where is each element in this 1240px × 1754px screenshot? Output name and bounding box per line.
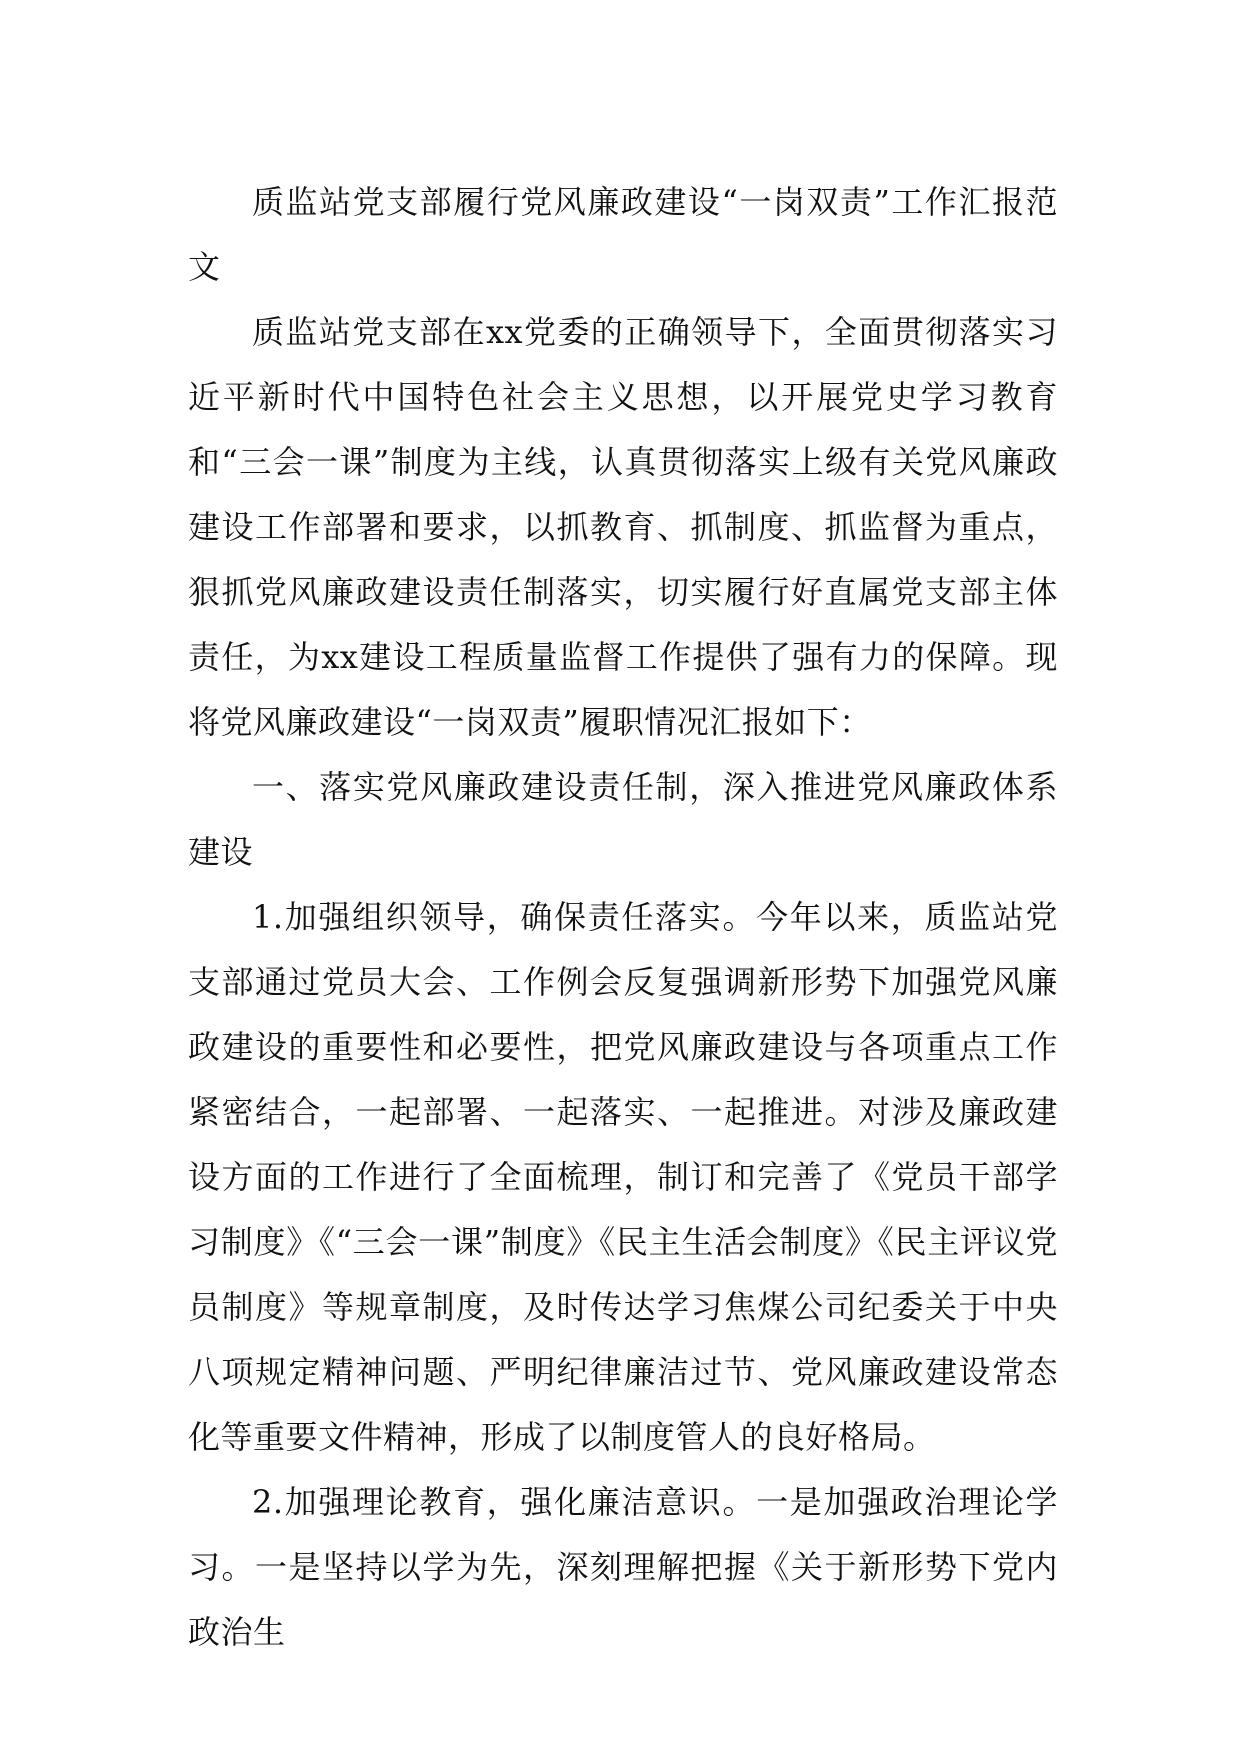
paragraph-intro: 质监站党支部在xx党委的正确领导下，全面贯彻落实习近平新时代中国特色社会主义思想，以开展党史学习教育和“三会一课”制度为主线，认真贯彻落实上级有关党风廉政建设工作部署和要求，以抓教育、抓制度、抓监督为重点，狠抓党风廉政建设责任制落实，切实履行好直属党支部主体责任，为xx建设工程质量监督工作提供了强有力的保障。现将党风廉政建设“一岗双责”履职情况汇报如下： bbox=[188, 313, 1058, 741]
paragraph-item-1: 1.加强组织领导，确保责任落实。今年以来，质监站党支部通过党员大会、工作例会反复强调新形势下加强党风廉政建设的重要性和必要性，把党风廉政建设与各项重点工作紧密结合，一起部署、一起落实、一起推进。对涉及廉政建设方面的工作进行了全面梳理，制订和完善了《党员干部学习制度》《“三会一课”制度》《民主生活会制度》《民主评议党员制度》等规章制度，及时传达学习焦煤公司纪委关于中央八项规定精神问题、严明纪律廉洁过节、党风廉政建设常态化等重要文件精神，形成了以制度管人的良好格局。 bbox=[188, 898, 1058, 1456]
document-body bbox=[188, 170, 1058, 1665]
paragraph-item-2: 2.加强理论教育，强化廉洁意识。一是加强政治理论学习。一是坚持以学为先，深刻理解把握《关于新形势下党内政治生 bbox=[188, 1483, 1058, 1651]
section-heading-1: 一、落实党风廉政建设责任制，深入推进党风廉政体系建设 bbox=[188, 768, 1058, 871]
document-title: 质监站党支部履行党风廉政建设“一岗双责”工作汇报范文 bbox=[188, 183, 1058, 286]
